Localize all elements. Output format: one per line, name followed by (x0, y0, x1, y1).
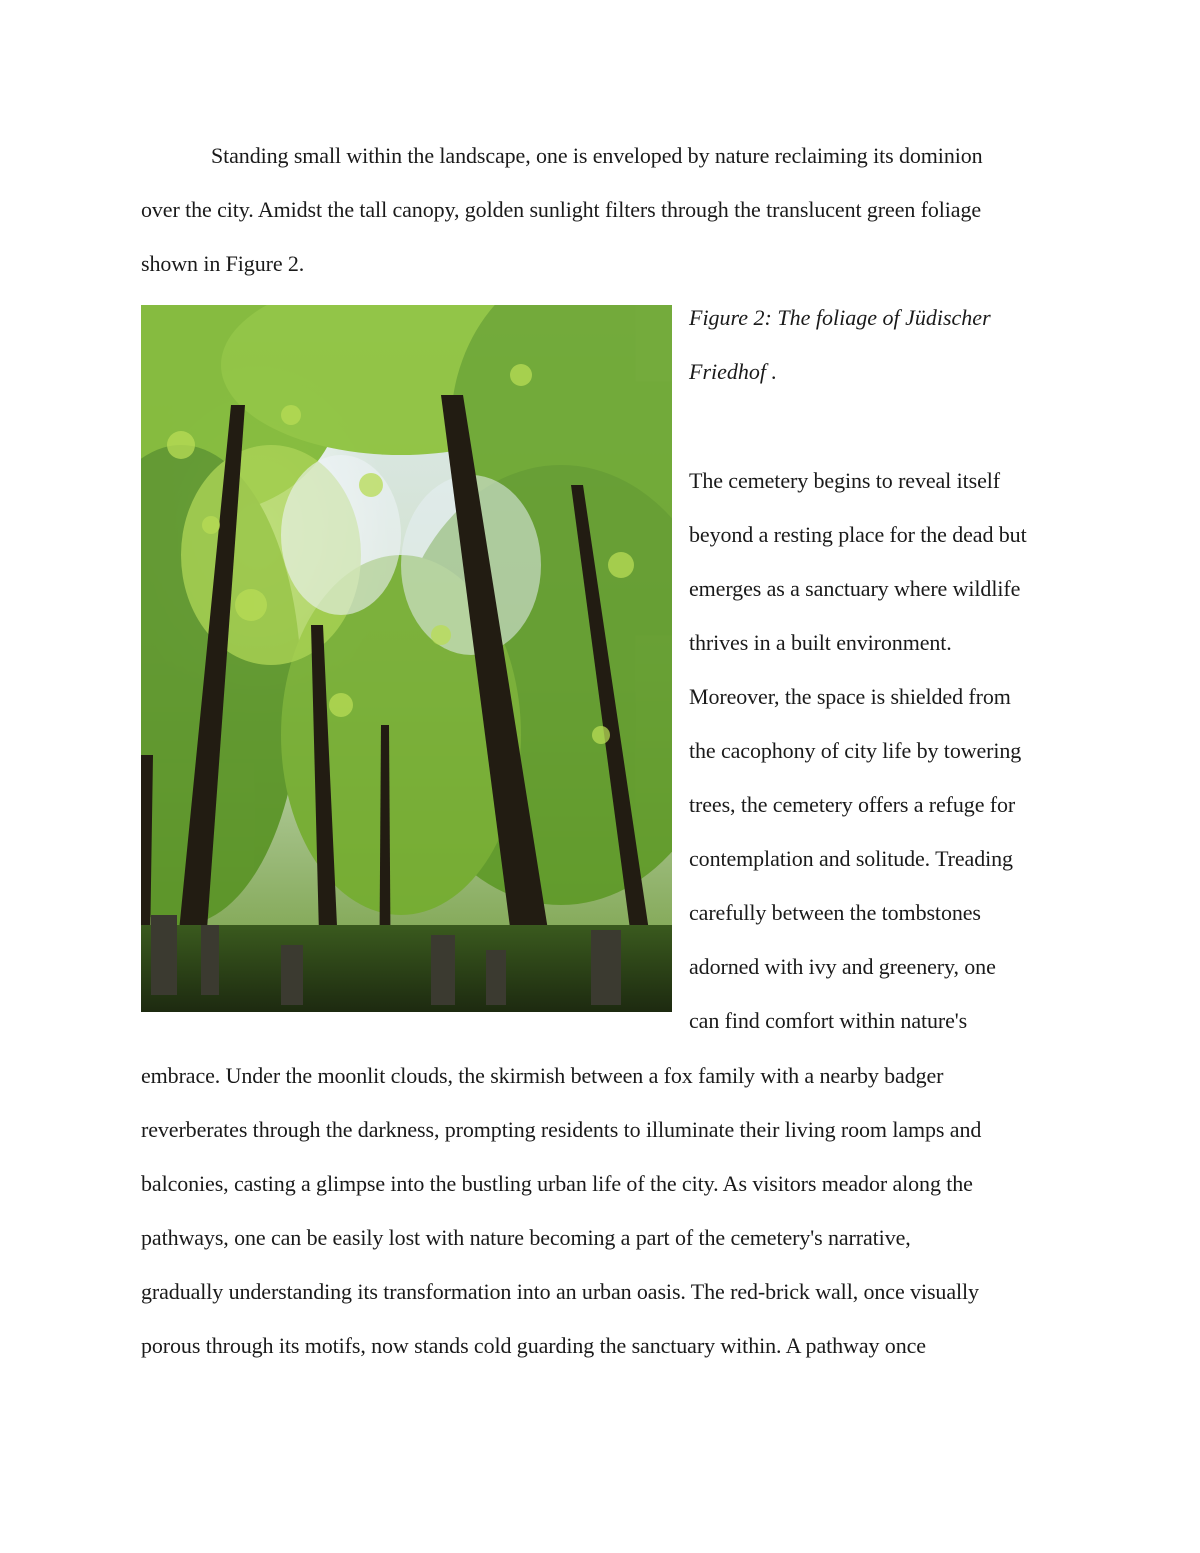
body-full-line: reverberates through the darkness, prompting residents to illuminate their living room lamps and (141, 1117, 982, 1142)
body-side-line: the cacophony of city life by towering (689, 738, 1022, 763)
body-side-line: beyond a resting place for the dead but (689, 522, 1027, 547)
body-full-line: porous through its motifs, now stands cold guarding the sanctuary within. A pathway once (141, 1333, 926, 1358)
body-full-line: gradually understanding its transformation into an urban oasis. The red-brick wall, once visually (141, 1279, 979, 1304)
body-side-line: Moreover, the space is shielded from (689, 684, 1011, 709)
body-side-line: The cemetery begins to reveal itself (689, 468, 1000, 493)
intro-line-3: shown in Figure 2. (141, 251, 305, 276)
intro-line-2: over the city. Amidst the tall canopy, golden sunlight filters through the translucent green foliage (141, 197, 982, 222)
body-side-line: adorned with ivy and greenery, one (689, 954, 996, 979)
body-full-line: balconies, casting a glimpse into the bustling urban life of the city. As visitors meador along the (141, 1171, 973, 1196)
figure-caption-line-1: Figure 2: The foliage of Jüdischer (689, 305, 991, 330)
body-full-line: embrace. Under the moonlit clouds, the skirmish between a fox family with a nearby badger (141, 1063, 944, 1088)
intro-line-1: Standing small within the landscape, one is enveloped by nature reclaiming its dominion (211, 143, 983, 168)
body-full-line: pathways, one can be easily lost with nature becoming a part of the cemetery's narrative, (141, 1225, 911, 1250)
body-side-line: thrives in a built environment. (689, 630, 952, 655)
forest-canopy-photo (141, 305, 672, 1012)
body-side-line: contemplation and solitude. Treading (689, 846, 1013, 871)
body-side-line: emerges as a sanctuary where wildlife (689, 576, 1021, 601)
body-side-line: carefully between the tombstones (689, 900, 981, 925)
figure-caption-line-2: Friedhof . (689, 359, 777, 384)
body-side-line: can find comfort within nature's (689, 1008, 968, 1033)
body-side-line: trees, the cemetery offers a refuge for (689, 792, 1016, 817)
